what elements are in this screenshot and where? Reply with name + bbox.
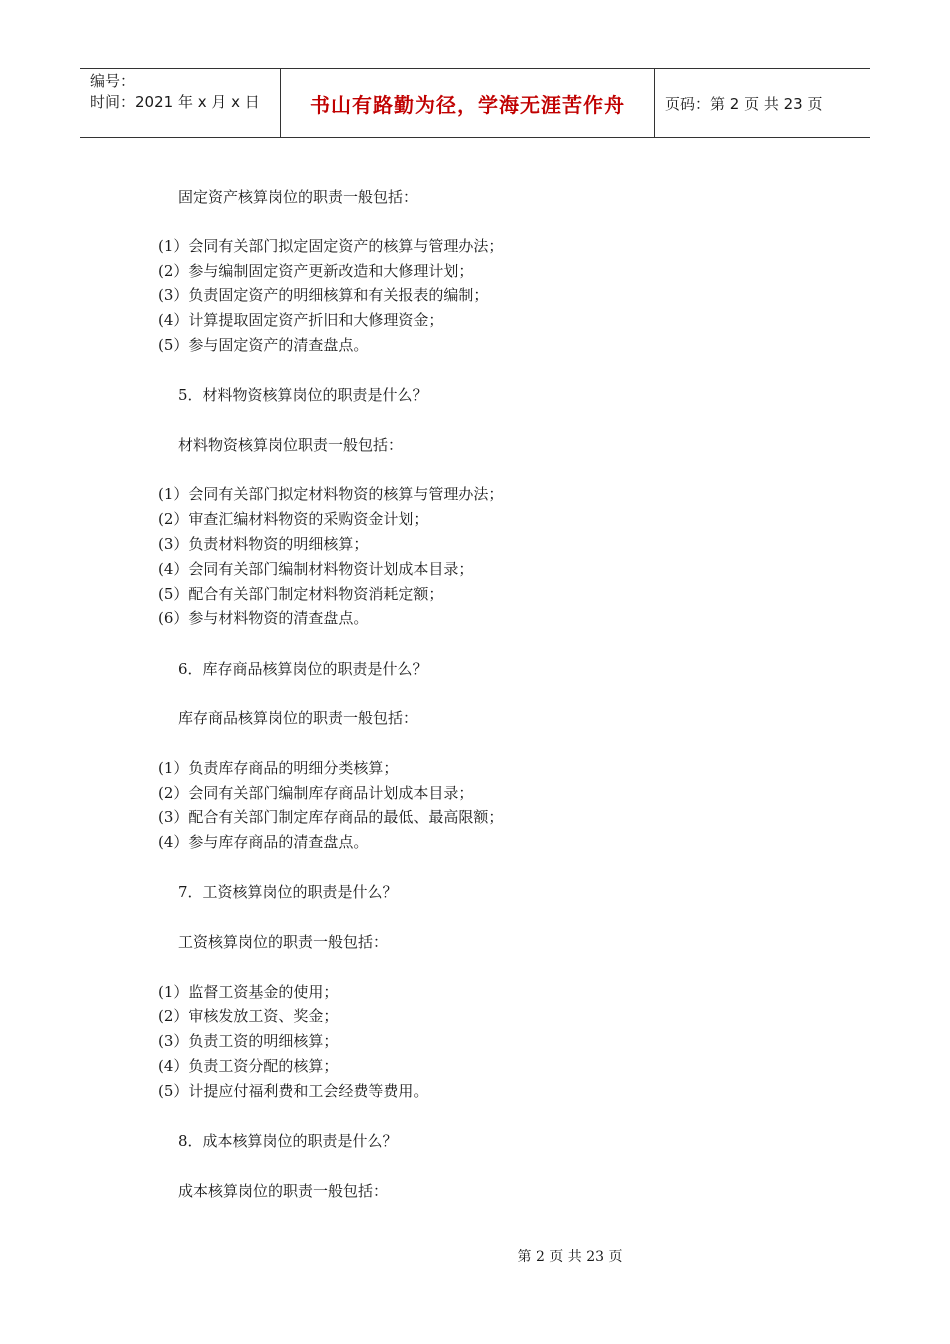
paragraph: 成本核算岗位的职责一般包括： xyxy=(178,1182,389,1200)
list-item: (3）负责材料物资的明细核算； xyxy=(158,535,369,553)
document-number: 编号： xyxy=(90,72,136,90)
question-heading: 8．成本核算岗位的职责是什么？ xyxy=(178,1132,398,1150)
list-item: (5）配合有关部门制定材料物资消耗定额； xyxy=(158,585,444,603)
list-item: (1）会同有关部门拟定材料物资的核算与管理办法； xyxy=(158,485,504,503)
list-item: (4）参与库存商品的清查盘点。 xyxy=(158,833,369,851)
question-heading: 7．工资核算岗位的职责是什么？ xyxy=(178,883,398,901)
list-item: (3）负责工资的明细核算； xyxy=(158,1032,339,1050)
list-item: (4）负责工资分配的核算； xyxy=(158,1057,339,1075)
document-date: 时间：2021 年 x 月 x 日 xyxy=(90,93,260,111)
list-item: (2）参与编制固定资产更新改造和大修理计划； xyxy=(158,262,474,280)
list-item: (1）负责库存商品的明细分类核算； xyxy=(158,759,399,777)
question-heading: 6．库存商品核算岗位的职责是什么？ xyxy=(178,660,428,678)
paragraph: 材料物资核算岗位职责一般包括： xyxy=(178,436,404,454)
list-item: (5）参与固定资产的清查盘点。 xyxy=(158,336,369,354)
paragraph: 库存商品核算岗位的职责一般包括： xyxy=(178,709,419,727)
list-item: (4）会同有关部门编制材料物资计划成本目录； xyxy=(158,560,474,578)
list-item: (2）审查汇编材料物资的采购资金计划； xyxy=(158,510,429,528)
paragraph: 工资核算岗位的职责一般包括： xyxy=(178,933,389,951)
header-motto: 书山有路勤为径，学海无涯苦作舟 xyxy=(281,69,655,137)
list-item: (4）计算提取固定资产折旧和大修理资金； xyxy=(158,311,444,329)
page-footer xyxy=(0,1246,950,1266)
list-item: (2）会同有关部门编制库存商品计划成本目录； xyxy=(158,784,474,802)
list-item: (1）会同有关部门拟定固定资产的核算与管理办法； xyxy=(158,237,504,255)
list-item: (3）配合有关部门制定库存商品的最低、最高限额； xyxy=(158,808,504,826)
paragraph: 固定资产核算岗位的职责一般包括： xyxy=(178,188,419,206)
list-item: (6）参与材料物资的清查盘点。 xyxy=(158,609,369,627)
header-page-number: 页码：第 2 页 共 23 页 xyxy=(665,94,823,113)
question-heading: 5．材料物资核算岗位的职责是什么？ xyxy=(178,386,428,404)
list-item: (1）监督工资基金的使用； xyxy=(158,983,339,1001)
footer-page-number: 第 2 页 共 23 页 xyxy=(517,1249,623,1265)
list-item: (5）计提应付福利费和工会经费等费用。 xyxy=(158,1082,429,1100)
list-item: (2）审核发放工资、奖金； xyxy=(158,1007,339,1025)
list-item: (3）负责固定资产的明细核算和有关报表的编制； xyxy=(158,286,489,304)
